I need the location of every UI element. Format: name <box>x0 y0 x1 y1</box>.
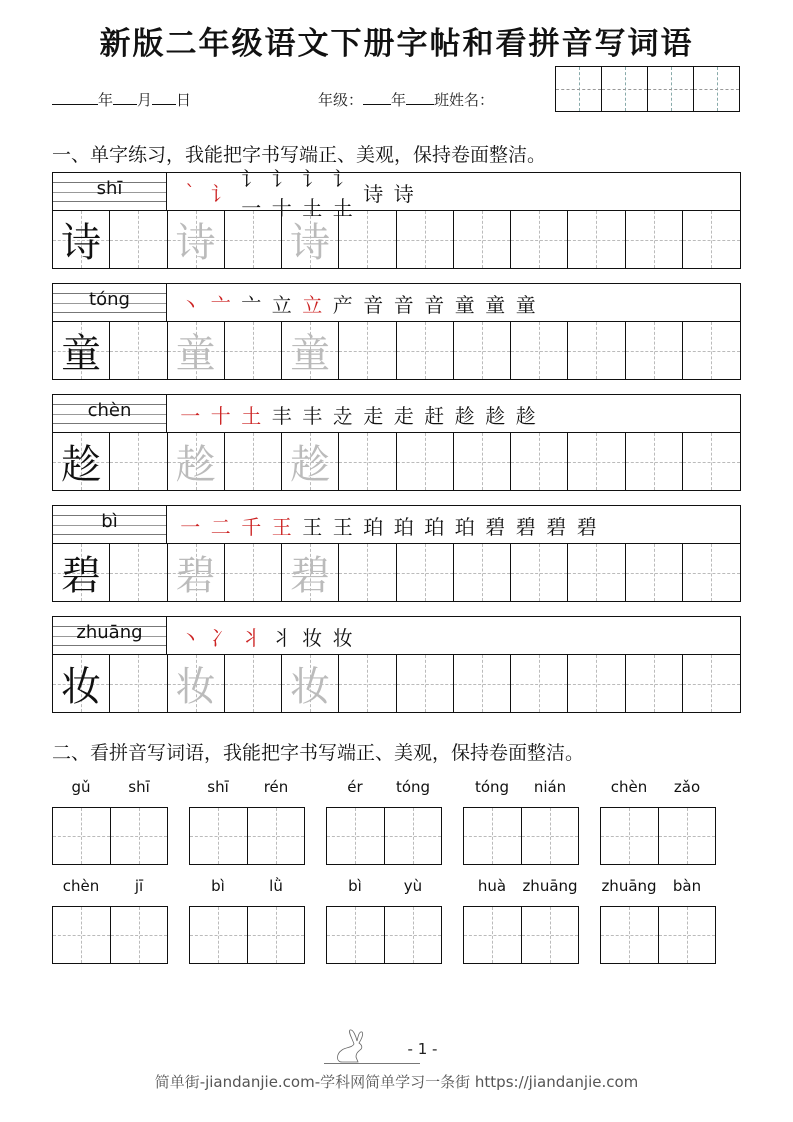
stroke-step: 立 <box>302 292 323 317</box>
stroke-step: 丰 <box>302 403 323 428</box>
writing-cell[interactable] <box>385 808 442 864</box>
footer-site: 简单街-jiandanjie.com-学科网简单学习一条街 https://jiandanjie.com <box>154 1073 639 1091</box>
writing-cell[interactable] <box>248 808 305 864</box>
writing-cell[interactable] <box>111 907 168 963</box>
page-number-text: - 1 - <box>407 1040 438 1058</box>
writing-cell[interactable] <box>282 433 339 490</box>
stroke-step: 走 <box>363 403 384 428</box>
writing-cell[interactable] <box>53 211 110 268</box>
writing-cell[interactable] <box>397 655 454 712</box>
year-label: 年 <box>98 91 114 109</box>
writing-cell[interactable] <box>626 211 683 268</box>
stroke-step: 赱 <box>332 403 353 428</box>
stroke-row <box>53 167 740 220</box>
stroke-step: 冫 <box>210 625 231 650</box>
writing-cell[interactable] <box>454 544 511 601</box>
stroke-step: 丰 <box>271 403 292 428</box>
writing-cell[interactable] <box>282 544 339 601</box>
day-blank[interactable] <box>152 91 176 105</box>
writing-cell[interactable] <box>522 907 579 963</box>
char-block-bì <box>52 505 741 602</box>
writing-cell[interactable] <box>464 808 522 864</box>
pinyin-syllable: bàn <box>672 877 702 895</box>
section1-heading: 一、单字练习，我能把字书写端正、美观，保持卷面整洁。 <box>52 144 547 166</box>
pinyin-box <box>53 173 167 211</box>
pinyin-syllable: lǜ <box>269 877 283 895</box>
writing-cell[interactable] <box>601 907 659 963</box>
writing-cell[interactable] <box>110 322 167 379</box>
writing-cell[interactable] <box>568 433 625 490</box>
stroke-step: 诗 <box>393 181 414 206</box>
stroke-order <box>167 284 740 322</box>
trace-character: 趁 <box>290 442 331 488</box>
writing-cell[interactable] <box>683 433 740 490</box>
writing-cell[interactable] <box>601 808 659 864</box>
stroke-step: 碧 <box>485 514 506 539</box>
writing-cell[interactable] <box>225 544 282 601</box>
word-item <box>463 778 579 865</box>
word-item <box>52 778 168 865</box>
stroke-step: 讠土 <box>302 167 323 220</box>
word-pinyin <box>600 778 716 798</box>
pinyin-syllable: tóng <box>474 778 510 796</box>
writing-cell[interactable] <box>339 322 396 379</box>
model-character: 诗 <box>61 220 102 266</box>
stroke-step: 趁 <box>515 403 536 428</box>
pinyin-box <box>53 617 167 655</box>
writing-cell[interactable] <box>190 907 248 963</box>
stroke-step: 亠 <box>210 292 231 317</box>
writing-cell[interactable] <box>53 808 111 864</box>
stroke-row <box>53 395 740 433</box>
grade-label: 年级： <box>318 91 364 109</box>
word-item <box>326 877 442 964</box>
stroke-step: 一 <box>180 403 201 428</box>
writing-cell[interactable] <box>168 322 225 379</box>
stroke-order <box>167 395 740 433</box>
footer-divider <box>324 1063 420 1064</box>
writing-cell[interactable] <box>110 433 167 490</box>
word-writing-boxes <box>52 807 168 865</box>
writing-cell[interactable] <box>511 433 568 490</box>
stroke-step: 立 <box>271 292 292 317</box>
pinyin-text: tóng <box>89 289 130 310</box>
writing-cell[interactable] <box>626 322 683 379</box>
writing-cell[interactable] <box>339 433 396 490</box>
pinyin-text: zhuāng <box>76 622 143 643</box>
writing-cell[interactable] <box>626 433 683 490</box>
model-character: 碧 <box>61 553 102 599</box>
trace-character: 诗 <box>175 220 216 266</box>
writing-cell[interactable] <box>53 907 111 963</box>
writing-cell[interactable] <box>659 808 716 864</box>
stroke-step: 碧 <box>546 514 567 539</box>
writing-cell[interactable] <box>111 808 168 864</box>
trace-character: 童 <box>290 331 331 377</box>
writing-cell[interactable] <box>626 655 683 712</box>
writing-cell[interactable] <box>282 655 339 712</box>
trace-character: 童 <box>175 331 216 377</box>
writing-cell[interactable] <box>511 322 568 379</box>
writing-cell[interactable] <box>225 433 282 490</box>
pinyin-syllable: gǔ <box>71 778 91 796</box>
writing-cell[interactable] <box>511 655 568 712</box>
writing-cell[interactable] <box>339 655 396 712</box>
stroke-row <box>53 617 740 655</box>
writing-cell[interactable] <box>168 655 225 712</box>
pinyin-box <box>53 284 167 322</box>
pinyin-syllable: zhuāng <box>522 877 578 895</box>
writing-cell[interactable] <box>168 544 225 601</box>
writing-cell[interactable] <box>110 544 167 601</box>
writing-cell[interactable] <box>190 808 248 864</box>
pinyin-syllable: jī <box>134 877 144 895</box>
word-pinyin <box>600 877 716 897</box>
stroke-step: 珀 <box>393 514 414 539</box>
char-block-tóng <box>52 283 741 380</box>
writing-grid <box>53 544 740 601</box>
stroke-step: 童 <box>515 292 536 317</box>
year-blank[interactable] <box>52 91 98 105</box>
word-pinyin <box>326 877 442 897</box>
writing-cell[interactable] <box>110 211 167 268</box>
char-block-chèn <box>52 394 741 491</box>
writing-cell[interactable] <box>626 544 683 601</box>
word-row <box>52 778 741 865</box>
stroke-step: 走 <box>393 403 414 428</box>
pinyin-syllable: huà <box>477 877 507 895</box>
stroke-step: 亠 <box>241 292 262 317</box>
writing-cell[interactable] <box>248 907 305 963</box>
stroke-step: 王 <box>271 514 292 539</box>
pinyin-syllable: shī <box>128 778 150 796</box>
name-cell[interactable] <box>694 67 739 111</box>
char-block-zhuāng <box>52 616 741 713</box>
trace-character: 碧 <box>175 553 216 599</box>
stroke-order <box>167 167 740 220</box>
pinyin-text: chèn <box>87 400 132 421</box>
word-writing-boxes <box>600 906 716 964</box>
stroke-step: 诗 <box>363 181 384 206</box>
stroke-step: 丶 <box>180 292 201 317</box>
word-item <box>600 877 716 964</box>
word-item <box>600 778 716 865</box>
word-item <box>52 877 168 964</box>
writing-cell[interactable] <box>397 322 454 379</box>
word-item <box>189 778 305 865</box>
word-row <box>52 877 741 964</box>
stroke-step: 趁 <box>485 403 506 428</box>
date-line <box>52 89 191 110</box>
stroke-step: 珀 <box>424 514 445 539</box>
trace-character: 妆 <box>175 664 216 710</box>
name-cell[interactable] <box>556 67 602 111</box>
stroke-step: 音 <box>393 292 414 317</box>
writing-cell[interactable] <box>454 322 511 379</box>
writing-cell[interactable] <box>683 211 740 268</box>
writing-cell[interactable] <box>511 544 568 601</box>
pinyin-syllable: shī <box>207 778 229 796</box>
writing-cell[interactable] <box>225 655 282 712</box>
writing-cell[interactable] <box>225 322 282 379</box>
stroke-step: 讠十 <box>271 167 292 220</box>
writing-cell[interactable] <box>53 433 110 490</box>
writing-cell[interactable] <box>568 655 625 712</box>
model-character: 趁 <box>61 442 102 488</box>
pinyin-syllable: bì <box>348 877 362 895</box>
page-number <box>0 1040 793 1058</box>
trace-character: 诗 <box>290 220 331 266</box>
stroke-step: 讠一 <box>241 167 262 220</box>
stroke-step: 丬 <box>241 625 262 650</box>
pinyin-syllable: yù <box>403 877 423 895</box>
class-line <box>318 89 494 110</box>
pinyin-syllable: ér <box>347 778 363 796</box>
writing-grid <box>53 211 740 268</box>
writing-cell[interactable] <box>53 544 110 601</box>
pinyin-box <box>53 395 167 433</box>
writing-cell[interactable] <box>282 211 339 268</box>
name-label: 姓名： <box>449 91 495 109</box>
stroke-step: 珀 <box>454 514 475 539</box>
stroke-step: 碧 <box>576 514 597 539</box>
word-writing-boxes <box>600 807 716 865</box>
word-item <box>189 877 305 964</box>
stroke-order <box>167 617 740 655</box>
writing-cell[interactable] <box>168 211 225 268</box>
pinyin-text: bì <box>101 511 118 532</box>
stroke-step: 妆 <box>302 625 323 650</box>
writing-cell[interactable] <box>568 544 625 601</box>
pinyin-syllable: chèn <box>62 877 100 895</box>
stroke-step: 一 <box>180 514 201 539</box>
grade-year-label: 年 <box>391 91 407 109</box>
writing-cell[interactable] <box>339 211 396 268</box>
word-writing-boxes <box>326 906 442 964</box>
stroke-step: 丶 <box>180 625 201 650</box>
stroke-step: 童 <box>485 292 506 317</box>
word-writing-boxes <box>463 906 579 964</box>
stroke-step: 讠土 <box>332 167 353 220</box>
word-writing-boxes <box>189 807 305 865</box>
writing-cell[interactable] <box>522 808 579 864</box>
writing-cell[interactable] <box>683 655 740 712</box>
pinyin-text: shī <box>96 178 123 199</box>
writing-cell[interactable] <box>659 907 716 963</box>
word-item <box>463 877 579 964</box>
stroke-step: 珀 <box>363 514 384 539</box>
name-cell[interactable] <box>602 67 648 111</box>
word-writing-boxes <box>463 807 579 865</box>
month-label: 月 <box>137 91 153 109</box>
writing-cell[interactable] <box>511 211 568 268</box>
writing-cell[interactable] <box>454 433 511 490</box>
model-character: 妆 <box>61 664 102 710</box>
class-blank[interactable] <box>406 91 434 105</box>
grade-blank[interactable] <box>363 91 391 105</box>
page-title: 新版二年级语文下册字帖和看拼音写词语 <box>99 26 694 62</box>
writing-cell[interactable] <box>568 211 625 268</box>
stroke-step: 妆 <box>332 625 353 650</box>
stroke-step: 千 <box>241 514 262 539</box>
month-blank[interactable] <box>113 91 137 105</box>
pinyin-syllable: chèn <box>610 778 648 796</box>
word-pinyin <box>326 778 442 798</box>
word-pinyin <box>52 877 168 897</box>
pinyin-syllable: bì <box>211 877 225 895</box>
writing-grid <box>53 655 740 712</box>
stroke-step: 音 <box>424 292 445 317</box>
writing-cell[interactable] <box>683 322 740 379</box>
writing-grid <box>53 433 740 490</box>
stroke-step: ` <box>185 180 196 204</box>
word-pinyin <box>189 877 305 897</box>
stroke-step: 土 <box>241 403 262 428</box>
trace-character: 妆 <box>290 664 331 710</box>
section2-heading: 二、看拼音写词语，我能把字书写端正、美观，保持卷面整洁。 <box>52 742 585 764</box>
writing-cell[interactable] <box>464 907 522 963</box>
stroke-row <box>53 506 740 544</box>
writing-cell[interactable] <box>282 322 339 379</box>
writing-cell[interactable] <box>568 322 625 379</box>
writing-cell[interactable] <box>53 322 110 379</box>
writing-cell[interactable] <box>168 433 225 490</box>
stroke-step: 讠 <box>210 181 231 206</box>
day-label: 日 <box>176 91 192 109</box>
word-pinyin <box>189 778 305 798</box>
writing-cell[interactable] <box>225 211 282 268</box>
stroke-step: 童 <box>454 292 475 317</box>
writing-cell[interactable] <box>53 655 110 712</box>
stroke-step: 音 <box>363 292 384 317</box>
name-cell[interactable] <box>648 67 694 111</box>
word-writing-boxes <box>326 807 442 865</box>
stroke-step: 产 <box>332 292 353 317</box>
word-writing-boxes <box>189 906 305 964</box>
stroke-step: 二 <box>210 514 231 539</box>
pinyin-syllable: tóng <box>395 778 431 796</box>
class-label: 班 <box>434 91 450 109</box>
writing-cell[interactable] <box>110 655 167 712</box>
writing-cell[interactable] <box>397 544 454 601</box>
writing-grid <box>53 322 740 379</box>
writing-cell[interactable] <box>454 211 511 268</box>
word-pinyin <box>463 877 579 897</box>
writing-cell[interactable] <box>454 655 511 712</box>
model-character: 童 <box>61 331 102 377</box>
word-pinyin <box>463 778 579 798</box>
stroke-row <box>53 284 740 322</box>
trace-character: 趁 <box>175 442 216 488</box>
stroke-step: 王 <box>332 514 353 539</box>
name-writing-grid[interactable] <box>555 66 740 112</box>
pinyin-syllable: rén <box>263 778 289 796</box>
writing-cell[interactable] <box>327 808 385 864</box>
stroke-step: 赶 <box>424 403 445 428</box>
writing-cell[interactable] <box>385 907 442 963</box>
writing-cell[interactable] <box>397 433 454 490</box>
stroke-step: 丬 <box>271 625 292 650</box>
writing-cell[interactable] <box>683 544 740 601</box>
pinyin-syllable: nián <box>533 778 567 796</box>
char-block-shī <box>52 167 741 269</box>
pinyin-syllable: zǎo <box>673 778 701 796</box>
stroke-step: 碧 <box>515 514 536 539</box>
word-writing-boxes <box>52 906 168 964</box>
pinyin-box <box>53 506 167 544</box>
word-pinyin <box>52 778 168 798</box>
trace-character: 碧 <box>290 553 331 599</box>
word-item <box>326 778 442 865</box>
stroke-step: 十 <box>210 403 231 428</box>
writing-cell[interactable] <box>397 211 454 268</box>
pinyin-syllable: zhuāng <box>601 877 657 895</box>
stroke-step: 趁 <box>454 403 475 428</box>
writing-cell[interactable] <box>339 544 396 601</box>
writing-cell[interactable] <box>327 907 385 963</box>
stroke-order <box>167 506 740 544</box>
stroke-step: 王 <box>302 514 323 539</box>
